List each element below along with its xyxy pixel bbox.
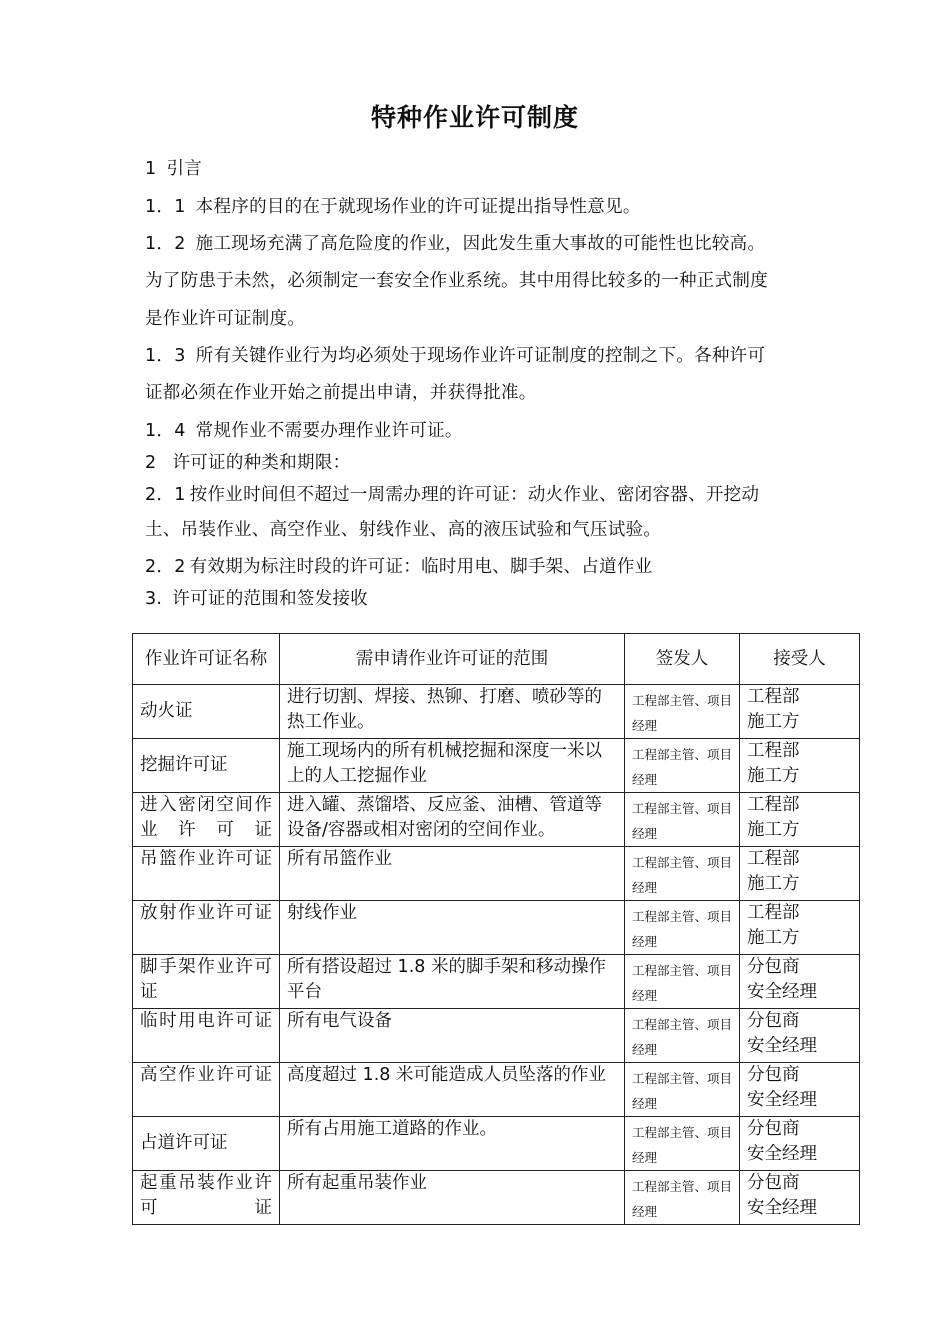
paragraph-number: 1．3 [145, 346, 186, 366]
paragraph-text: 引言 [166, 159, 203, 179]
table-header-row [133, 634, 860, 685]
paragraph-continuation [145, 267, 768, 292]
paragraph-text: 本程序的目的在于就现场作业的许可证提出指导性意见。 [195, 197, 641, 217]
paragraph-text: 有效期为标注时段的许可证：临时用电、脚手架、占道作业 [189, 557, 653, 577]
receiver-line-2: 安全经理 [747, 1090, 817, 1110]
cell-receiver [740, 1171, 860, 1225]
paragraph-text: 为了防患于未然，必须制定一套安全作业系统。其中用得比较多的一种正式制度 [145, 271, 768, 291]
cell-scope: 所有占用施工道路的作业。 [280, 1117, 625, 1171]
paragraph-number: 2．1 [145, 485, 186, 505]
cell-receiver [740, 1009, 860, 1063]
receiver-line-1: 工程部 [747, 741, 800, 761]
paragraph-text: 土、吊装作业、高空作业、射线作业、高的液压试验和气压试验。 [145, 520, 662, 540]
receiver-line-1: 工程部 [747, 849, 800, 869]
cell-permit-name: 吊篮作业许可证 [133, 847, 280, 901]
section-heading [145, 585, 368, 610]
cell-issuer: 工程部主管、项目经理 [625, 901, 740, 955]
cell-issuer: 工程部主管、项目经理 [625, 1117, 740, 1171]
paragraph-number: 2．2 [145, 557, 186, 577]
cell-permit-name: 挖掘许可证 [133, 739, 280, 793]
paragraph [145, 553, 652, 578]
receiver-line-1: 分包商 [747, 1173, 800, 1193]
cell-issuer: 工程部主管、项目经理 [625, 1171, 740, 1225]
cell-receiver [740, 955, 860, 1009]
receiver-line-2: 安全经理 [747, 1144, 817, 1164]
paragraph-number: 1．2 [145, 234, 186, 254]
cell-scope: 所有电气设备 [280, 1009, 625, 1063]
section-heading [145, 449, 350, 474]
paragraph [145, 417, 463, 442]
cell-issuer: 工程部主管、项目经理 [625, 739, 740, 793]
cell-receiver [740, 1117, 860, 1171]
cell-issuer: 工程部主管、项目经理 [625, 1063, 740, 1117]
paragraph [145, 193, 641, 218]
cell-scope: 所有起重吊装作业 [280, 1171, 625, 1225]
cell-permit-name: 动火证 [133, 685, 280, 739]
table-row [133, 847, 860, 901]
receiver-line-2: 施工方 [747, 820, 800, 840]
cell-permit-name: 放射作业许可证 [133, 901, 280, 955]
cell-receiver [740, 901, 860, 955]
cell-permit-name: 占道许可证 [133, 1117, 280, 1171]
paragraph-text: 证都必须在作业开始之前提出申请，并获得批准。 [145, 383, 537, 403]
cell-issuer: 工程部主管、项目经理 [625, 955, 740, 1009]
cell-scope: 进入罐、蒸馏塔、反应釜、油槽、管道等设备/容器或相对密闭的空间作业。 [280, 793, 625, 847]
table-row [133, 1171, 860, 1225]
paragraph-number: 2 [145, 453, 157, 473]
cell-permit-name: 进入密闭空间作业许可证 [133, 793, 280, 847]
cell-issuer: 工程部主管、项目经理 [625, 847, 740, 901]
receiver-line-2: 安全经理 [747, 1198, 817, 1218]
paragraph-text: 是作业许可证制度。 [145, 309, 306, 329]
table-row [133, 955, 860, 1009]
receiver-line-2: 施工方 [747, 766, 800, 786]
receiver-line-2: 安全经理 [747, 1036, 817, 1056]
paragraph-continuation [145, 516, 661, 541]
cell-receiver [740, 739, 860, 793]
receiver-line-2: 施工方 [747, 874, 800, 894]
cell-issuer: 工程部主管、项目经理 [625, 1009, 740, 1063]
header-scope: 需申请作业许可证的范围 [280, 634, 625, 685]
paragraph-number: 1．4 [145, 421, 186, 441]
header-permit-name: 作业许可证名称 [133, 634, 280, 685]
paragraph-number: 3. [145, 589, 163, 609]
paragraph-text: 施工现场充满了高危险度的作业，因此发生重大事故的可能性也比较高。 [195, 234, 766, 254]
page-title: 特种作业许可制度 [370, 103, 579, 132]
cell-permit-name: 高空作业许可证 [133, 1063, 280, 1117]
cell-issuer: 工程部主管、项目经理 [625, 793, 740, 847]
receiver-line-1: 分包商 [747, 1119, 800, 1139]
receiver-line-2: 施工方 [747, 712, 800, 732]
paragraph-text: 许可证的种类和期限： [172, 453, 351, 473]
cell-permit-name: 临时用电许可证 [133, 1009, 280, 1063]
cell-issuer: 工程部主管、项目经理 [625, 685, 740, 739]
cell-scope: 射线作业 [280, 901, 625, 955]
paragraph-text: 许可证的范围和签发接收 [172, 589, 369, 609]
cell-receiver [740, 685, 860, 739]
receiver-line-1: 分包商 [747, 1011, 800, 1031]
cell-scope: 进行切割、焊接、热铆、打磨、喷砂等的热工作业。 [280, 685, 625, 739]
paragraph-continuation [145, 305, 305, 330]
receiver-line-2: 安全经理 [747, 982, 817, 1002]
table-row [133, 1117, 860, 1171]
paragraph [145, 155, 202, 180]
permit-table [132, 633, 860, 1225]
receiver-line-1: 工程部 [747, 795, 800, 815]
cell-receiver [740, 1063, 860, 1117]
cell-permit-name: 起重吊装作业许可证 [133, 1171, 280, 1225]
header-receiver: 接受人 [740, 634, 860, 685]
receiver-line-1: 工程部 [747, 903, 800, 923]
table-row [133, 685, 860, 739]
cell-receiver [740, 793, 860, 847]
receiver-line-2: 施工方 [747, 928, 800, 948]
cell-scope: 高度超过 1.8 米可能造成人员坠落的作业 [280, 1063, 625, 1117]
cell-scope: 施工现场内的所有机械挖掘和深度一米以上的人工挖掘作业 [280, 739, 625, 793]
table-row [133, 1063, 860, 1117]
header-issuer: 签发人 [625, 634, 740, 685]
paragraph [145, 230, 765, 255]
receiver-line-1: 工程部 [747, 687, 800, 707]
cell-permit-name: 脚手架作业许可证 [133, 955, 280, 1009]
cell-scope: 所有搭设超过 1.8 米的脚手架和移动操作平台 [280, 955, 625, 1009]
paragraph-text: 所有关键作业行为均必须处于现场作业许可证制度的控制之下。各种许可 [195, 346, 766, 366]
table-row [133, 901, 860, 955]
table-row [133, 793, 860, 847]
cell-receiver [740, 847, 860, 901]
receiver-line-1: 分包商 [747, 1065, 800, 1085]
paragraph [145, 342, 765, 367]
paragraph-continuation [145, 379, 537, 404]
table-row [133, 1009, 860, 1063]
receiver-line-1: 分包商 [747, 957, 800, 977]
paragraph [145, 481, 759, 506]
paragraph-text: 常规作业不需要办理作业许可证。 [195, 421, 463, 441]
paragraph-number: 1 [145, 159, 157, 179]
paragraph-number: 1．1 [145, 197, 186, 217]
table-row [133, 739, 860, 793]
cell-scope: 所有吊篮作业 [280, 847, 625, 901]
paragraph-text: 按作业时间但不超过一周需办理的许可证：动火作业、密闭容器、开挖动 [189, 485, 760, 505]
